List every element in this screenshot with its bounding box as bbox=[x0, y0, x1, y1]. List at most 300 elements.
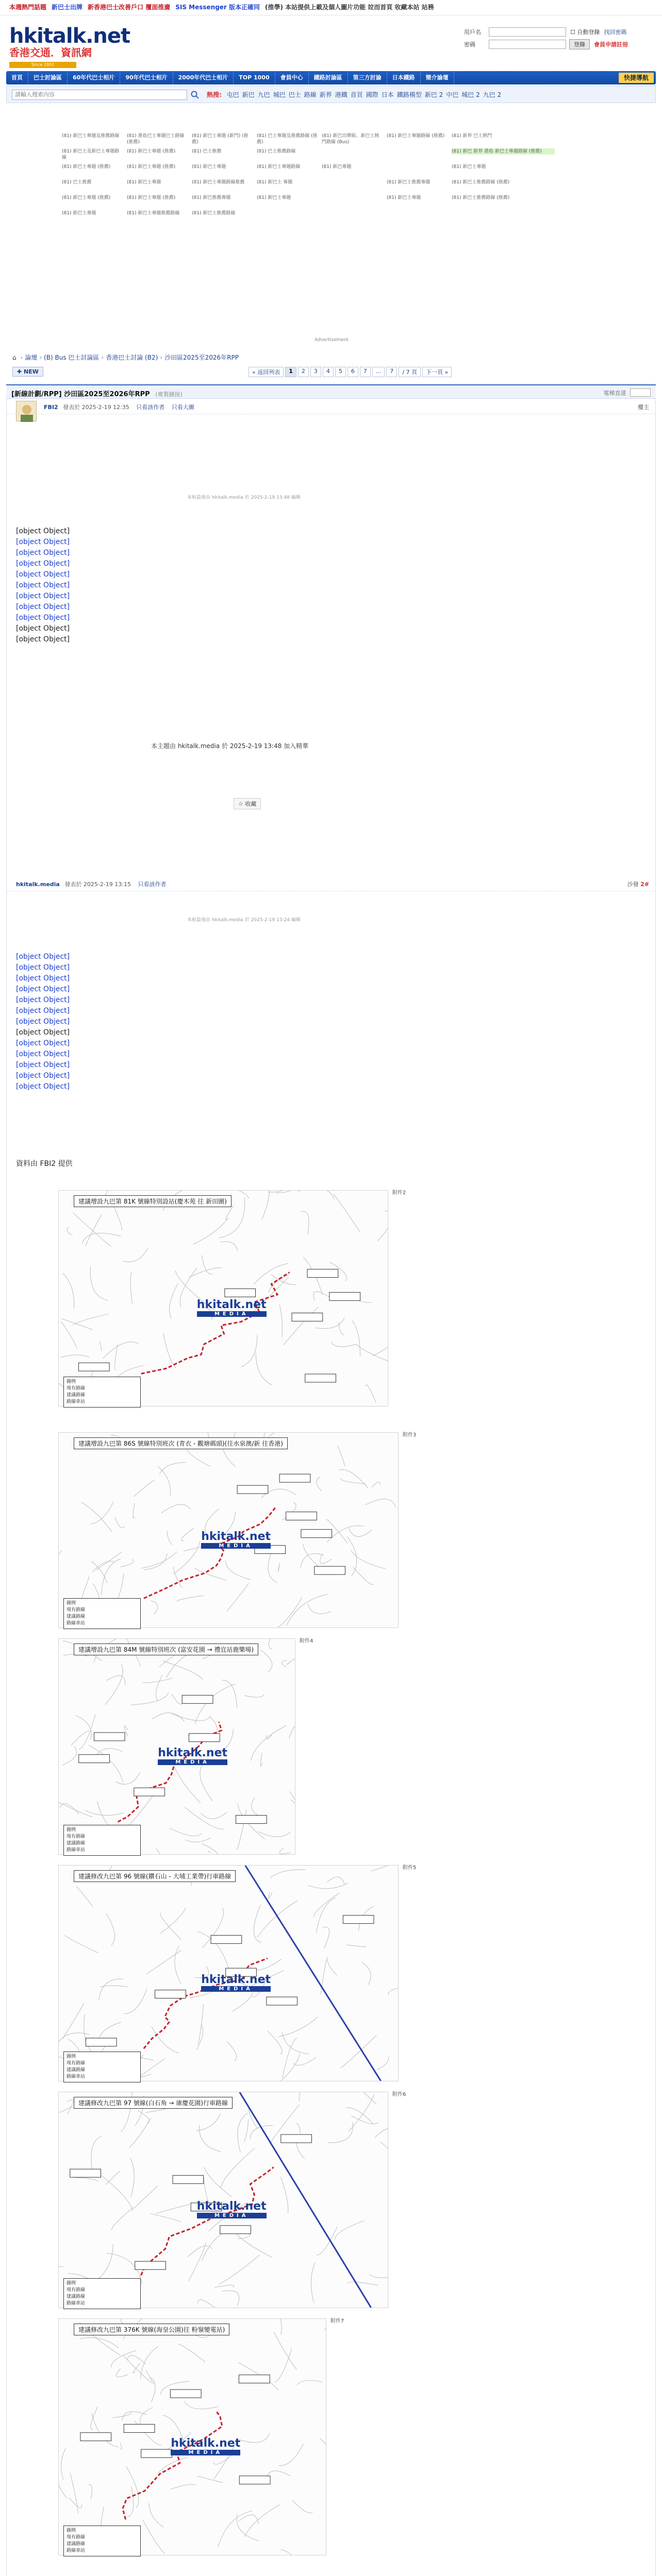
map-stop-label-box bbox=[80, 2433, 111, 2441]
breadcrumb-item[interactable]: (B) Bus 巴士討論區 bbox=[44, 354, 100, 361]
map-street bbox=[70, 2473, 78, 2513]
map-title: 建議增設九巴第 86S 號線特別班次 (青衣 - 觀塘碼頭)(往水泉澳/新 往香港) bbox=[74, 1437, 288, 1449]
login-button[interactable]: 登錄 bbox=[569, 39, 590, 49]
map-street bbox=[244, 2119, 248, 2142]
watermark-logo bbox=[201, 1973, 271, 1992]
post-text-line: [object Object] bbox=[16, 985, 70, 993]
map-street bbox=[219, 2255, 260, 2284]
map-street bbox=[100, 2174, 133, 2211]
map-street bbox=[130, 1272, 132, 1303]
map-street bbox=[261, 2319, 282, 2335]
map-street bbox=[270, 1870, 305, 1878]
map-street bbox=[177, 1596, 204, 1602]
avatar[interactable] bbox=[16, 401, 37, 421]
map-stop-label-box bbox=[315, 1566, 345, 1574]
map-stop-label-box bbox=[170, 2389, 201, 2398]
map-street bbox=[59, 2266, 63, 2282]
map-street bbox=[67, 2100, 73, 2114]
map-street bbox=[227, 2042, 237, 2061]
map-street bbox=[61, 1355, 89, 1358]
map-street bbox=[320, 2438, 326, 2477]
map-street bbox=[260, 1753, 262, 1767]
legend-item: 現有路線 bbox=[67, 1607, 86, 1613]
new-thread-button[interactable]: ✚ NEW bbox=[12, 367, 43, 377]
forum-link[interactable]: (81) 新巴士及新巴士專題路線 bbox=[62, 149, 120, 160]
map-street bbox=[268, 1892, 272, 1899]
post-text-line: [object Object] bbox=[16, 603, 70, 611]
watermark-sub: MEDIA bbox=[158, 1759, 227, 1765]
map-street bbox=[349, 1529, 372, 1537]
nav-tab[interactable]: 60年代巴士相片 bbox=[68, 71, 120, 84]
map-street bbox=[131, 1692, 169, 1705]
map-street bbox=[257, 1901, 297, 1937]
map-street bbox=[347, 1536, 356, 1576]
nav-tab[interactable]: 日本鐵路 bbox=[387, 71, 421, 84]
only-author-link[interactable]: 只看該作者 bbox=[136, 404, 165, 411]
forum-link[interactable]: (81) 新巴士專題 (推薦) bbox=[127, 195, 176, 200]
map-title: 建議增設九巴第 81K 號線特別設站(慶木苑 往 新田圍) bbox=[74, 1195, 231, 1207]
legend-item: 路線車站 bbox=[67, 1848, 86, 1853]
map-street bbox=[197, 2476, 223, 2483]
map-street bbox=[341, 2035, 377, 2068]
map-street bbox=[124, 1989, 147, 2013]
map-stop-label-box bbox=[225, 1289, 256, 1297]
top-link[interactable]: 新香港巴士改善戶口 覆面推廣 bbox=[88, 4, 171, 11]
map-street bbox=[173, 1541, 200, 1574]
post-text-line: [object Object] bbox=[16, 549, 70, 557]
map-street bbox=[106, 2171, 120, 2184]
map-street bbox=[259, 1832, 291, 1837]
hot-search-keyword[interactable]: 屯巴 bbox=[226, 91, 239, 98]
map-street bbox=[89, 1745, 123, 1782]
forum-link[interactable]: (81) 新巴士推薦路線 (推薦) bbox=[452, 195, 510, 200]
remember-checkbox[interactable]: ☐ 自動登錄 bbox=[570, 29, 600, 36]
forum-link[interactable]: (81) 新巴士專題 (推薦) bbox=[62, 164, 111, 170]
map-street bbox=[225, 1560, 251, 1580]
map-street bbox=[149, 2503, 164, 2527]
map-street bbox=[313, 1292, 330, 1300]
register-link[interactable]: 會員申請註冊 bbox=[594, 41, 628, 48]
post-text-line: [object Object] bbox=[16, 1039, 70, 1047]
map-street bbox=[157, 2458, 187, 2474]
post-1 bbox=[6, 399, 656, 888]
map-title: 建議修改九巴第 97 號線(白石角 → 康慶花園)行車路線 bbox=[74, 2097, 233, 2109]
search-input[interactable] bbox=[12, 90, 187, 100]
page-link[interactable]: 3 bbox=[310, 367, 321, 377]
post-text-line: [object Object] bbox=[16, 996, 70, 1004]
forum-link[interactable]: (81) 新巴士專題路線推薦 bbox=[192, 180, 245, 185]
page-link[interactable]: 7 bbox=[386, 367, 397, 377]
map-street bbox=[127, 2355, 146, 2364]
hot-search-keyword[interactable]: 鐵路模型 bbox=[396, 91, 422, 98]
map-street bbox=[143, 1678, 173, 1683]
map-street bbox=[173, 1763, 201, 1803]
breadcrumb-separator: › bbox=[101, 354, 104, 361]
post-floor[interactable] bbox=[638, 403, 649, 411]
jump-floor-input[interactable] bbox=[630, 388, 651, 397]
map-street bbox=[167, 1531, 172, 1545]
top-link[interactable]: (推學) 本站提供上載及個人圖片功能 竝而首頁 收藏本站 站務 bbox=[265, 4, 434, 11]
map-street bbox=[90, 1267, 108, 1300]
post-author[interactable]: FBI2 bbox=[44, 404, 58, 411]
map-street bbox=[105, 1665, 123, 1705]
map-street bbox=[320, 1554, 332, 1564]
page-link[interactable]: 1 bbox=[285, 367, 296, 377]
source-note: 資料由 FBI2 提供 bbox=[16, 1160, 73, 1168]
forum-link[interactable]: (81) 新巴 新界 港島 新巴士專題路線 (推薦) bbox=[452, 148, 555, 155]
map-street bbox=[130, 2158, 134, 2197]
map-street bbox=[256, 1353, 272, 1385]
map-title: 建議修改九巴第 96 號線(鑽石山 - 大埔工業帶)行車路線 bbox=[74, 1870, 236, 1882]
map-street bbox=[59, 1800, 92, 1817]
map-street bbox=[181, 1528, 193, 1540]
search-bar bbox=[6, 86, 656, 103]
map-street bbox=[89, 2484, 92, 2499]
login-panel bbox=[464, 26, 660, 62]
map-street bbox=[158, 1466, 171, 1496]
hot-search-keyword[interactable]: 巴士 bbox=[288, 91, 301, 98]
page-link[interactable]: ... bbox=[372, 367, 385, 377]
breadcrumb-item[interactable]: 香港巴士討論 (B2) bbox=[106, 354, 158, 361]
forum-link[interactable]: (81) 新巴士專題 (新門) (推薦) bbox=[192, 133, 249, 145]
map-street bbox=[278, 2444, 303, 2466]
map-street bbox=[62, 1318, 93, 1329]
map-stop-label-box bbox=[237, 1485, 268, 1494]
only-author-link[interactable]: 只看該作者 bbox=[138, 881, 167, 888]
map-street bbox=[268, 1551, 277, 1583]
map-street bbox=[281, 2549, 296, 2555]
forum-link[interactable]: (81) 新巴士推薦專題 bbox=[387, 180, 431, 185]
map-street bbox=[278, 2017, 318, 2037]
map-stop-label-box bbox=[94, 1733, 125, 1741]
map-street bbox=[94, 2244, 113, 2282]
map-street bbox=[226, 1205, 234, 1219]
hot-search-keyword[interactable]: 路線 bbox=[304, 91, 317, 98]
forum-link[interactable]: (81) 新界 巴士熱門 bbox=[452, 133, 492, 139]
map-street bbox=[339, 1469, 368, 1488]
breadcrumb-separator: › bbox=[39, 354, 42, 361]
map-street bbox=[362, 1962, 371, 1985]
map-street bbox=[214, 2285, 234, 2287]
jump-floor-label: 電梯直達 bbox=[603, 389, 626, 397]
next-page-link[interactable]: 下一頁 » bbox=[422, 367, 452, 377]
post-author[interactable]: hkitalk.media bbox=[16, 881, 60, 888]
watermark-text: hkitalk.net bbox=[158, 1747, 228, 1759]
post-text-line: [object Object] bbox=[16, 1072, 70, 1080]
page-link[interactable]: 6 bbox=[347, 367, 358, 377]
map-street bbox=[317, 1477, 322, 1492]
forum-link[interactable]: (81) 新巴專題 bbox=[322, 164, 352, 170]
breadcrumb-item[interactable]: 沙田區2025至2026年RPP bbox=[164, 354, 239, 361]
map-street bbox=[123, 1248, 148, 1262]
nav-tab[interactable]: 首頁 bbox=[6, 71, 28, 84]
map-street bbox=[156, 1849, 190, 1854]
forum-link[interactable]: (81) 新巴士專題 bbox=[127, 180, 161, 185]
map-street bbox=[61, 1321, 77, 1348]
map-street bbox=[244, 1694, 264, 1697]
map-street bbox=[172, 1714, 210, 1721]
map-street bbox=[267, 1734, 272, 1739]
nav-tab[interactable]: TOP 1000 bbox=[234, 71, 275, 84]
map-street bbox=[150, 2214, 181, 2222]
hot-search-keyword[interactable]: 首頁 bbox=[350, 91, 363, 98]
map-street bbox=[327, 1877, 344, 1885]
map-stop-label-box bbox=[173, 2175, 204, 2183]
legend-item: 建議路線 bbox=[67, 1614, 86, 1619]
map-street bbox=[76, 1887, 93, 1907]
hot-search-keyword[interactable]: 城巴 2 bbox=[461, 91, 480, 98]
post-text-line: [object Object] bbox=[16, 963, 70, 972]
map-street bbox=[59, 2021, 63, 2058]
forum-link[interactable]: (81) 新巴士專題 (推薦) bbox=[127, 164, 176, 170]
map-street bbox=[267, 2030, 282, 2054]
forum-link[interactable]: (81) 新巴士推薦路線 (推薦) bbox=[452, 180, 510, 185]
forum-link[interactable]: (81) 新巴推薦專題 bbox=[192, 195, 231, 200]
map-street bbox=[279, 1848, 291, 1854]
map-street bbox=[274, 2332, 297, 2369]
map-street bbox=[377, 1210, 388, 1241]
forum-link[interactable]: (81) 新巴士專題 bbox=[387, 195, 421, 200]
map-street bbox=[142, 1552, 177, 1568]
forum-link[interactable]: (81) 新巴士專題 bbox=[257, 195, 291, 200]
hot-search-keyword[interactable]: 九巴 bbox=[257, 91, 270, 98]
legend-item: 現有路線 bbox=[67, 1386, 86, 1391]
forum-link[interactable]: (81) 新巴出牌組、新巴士熱門路線 (Bus) bbox=[322, 133, 379, 145]
map-street bbox=[279, 1304, 282, 1337]
map-street bbox=[371, 1866, 398, 1871]
map-street bbox=[195, 1684, 235, 1724]
nav-tab[interactable]: 會員中心 bbox=[275, 71, 309, 84]
map-street bbox=[238, 2113, 248, 2152]
forum-link[interactable]: (81) 新巴士推薦路線 bbox=[192, 211, 236, 216]
username-input[interactable] bbox=[489, 27, 566, 37]
hot-search-keyword[interactable]: 新巴 2 bbox=[424, 91, 443, 98]
map-street bbox=[254, 1263, 288, 1284]
map-street bbox=[194, 1568, 226, 1580]
legend-item: 現有路線 bbox=[67, 2287, 86, 2293]
map-street bbox=[347, 2282, 378, 2285]
legend-item: 現有路線 bbox=[67, 1834, 86, 1839]
copy-link-button[interactable]: (複製鏈接) bbox=[155, 391, 183, 398]
top-link[interactable]: SIS Messenger 版本正確同 bbox=[175, 4, 260, 11]
post-floor[interactable] bbox=[627, 880, 649, 888]
map-street bbox=[106, 1913, 115, 1945]
map-street bbox=[100, 1341, 102, 1351]
page-total: / 7 頁 bbox=[399, 367, 421, 377]
hot-search bbox=[207, 86, 504, 104]
map-stop-label-box bbox=[279, 1474, 310, 1482]
forum-link[interactable]: (81) 新巴士專題路線 bbox=[257, 164, 301, 170]
page-link[interactable]: 5 bbox=[335, 367, 346, 377]
search-icon[interactable] bbox=[190, 90, 200, 99]
map-street bbox=[222, 2291, 239, 2306]
map-street bbox=[280, 2177, 288, 2213]
map-street bbox=[69, 2498, 81, 2508]
map-street bbox=[80, 2338, 119, 2348]
map-stop-label-box bbox=[329, 1292, 360, 1300]
forum-link[interactable]: (81) 巴士推薦 bbox=[192, 149, 222, 154]
forgot-password-link[interactable]: 找回密碼 bbox=[604, 29, 627, 36]
main-nav bbox=[6, 71, 656, 84]
legend-item: 路線車站 bbox=[67, 2548, 86, 2553]
legend-item: 建議路線 bbox=[67, 1841, 86, 1846]
forum-link[interactable]: (81) 新巴士專題 bbox=[192, 164, 226, 170]
watermark-sub: MEDIA bbox=[171, 2450, 240, 2455]
home-icon[interactable]: ⌂ bbox=[12, 354, 16, 361]
map-street bbox=[73, 1314, 109, 1325]
map-street bbox=[59, 2107, 71, 2118]
top-link[interactable]: 本週熱門話題 bbox=[9, 4, 47, 11]
map-street bbox=[91, 2406, 98, 2430]
nav-tab[interactable]: 簡介論壇 bbox=[421, 71, 454, 84]
map-street bbox=[198, 2004, 204, 2045]
hot-search-keyword[interactable]: 新巴 bbox=[242, 91, 255, 98]
watermark-sub: MEDIA bbox=[201, 1986, 271, 1992]
map-street bbox=[237, 2514, 259, 2541]
post-text-line: [object Object] bbox=[16, 527, 70, 535]
hot-search-keyword[interactable]: 日本 bbox=[381, 91, 394, 98]
breadcrumb-separator: › bbox=[160, 354, 163, 361]
map-stop-label-box bbox=[211, 1935, 242, 1943]
new-thread-label: NEW bbox=[24, 368, 39, 375]
map-stop-label-box bbox=[286, 1512, 317, 1520]
map-stop-label-box bbox=[134, 1788, 165, 1796]
map-street bbox=[170, 1283, 178, 1318]
map-street bbox=[317, 2227, 337, 2256]
map-street bbox=[308, 1604, 332, 1614]
map-street bbox=[346, 1945, 366, 1947]
map-street bbox=[199, 2125, 221, 2151]
map-street bbox=[112, 2412, 131, 2418]
forum-link[interactable]: (81) 新巴士專題 bbox=[452, 164, 486, 170]
post-time: 發表於 2025-2-19 13:15 bbox=[64, 881, 131, 888]
forum-link[interactable]: (81) 巴士專題及推薦路線 (推薦) bbox=[257, 133, 318, 145]
proposed-route-line bbox=[141, 2167, 274, 2276]
password-input[interactable] bbox=[489, 40, 566, 49]
map-street bbox=[127, 2486, 134, 2517]
hot-search-label: 熱搜: bbox=[207, 91, 222, 98]
legend-item: 路線車站 bbox=[67, 2301, 86, 2306]
map-street bbox=[76, 1716, 91, 1740]
map-figure-label: 附件5 bbox=[403, 1865, 417, 1871]
forum-link[interactable]: (81) 新巴士專題 bbox=[62, 211, 96, 216]
map-street bbox=[293, 2500, 313, 2513]
map-street bbox=[341, 1478, 366, 1484]
map-street bbox=[133, 1503, 135, 1518]
page-link[interactable]: 2 bbox=[298, 367, 309, 377]
map-street bbox=[153, 1713, 185, 1722]
map-street bbox=[366, 1499, 396, 1507]
page-link[interactable]: 4 bbox=[323, 367, 334, 377]
map-street bbox=[193, 1218, 228, 1244]
favorite-button[interactable]: ☆ 收藏 bbox=[234, 798, 261, 809]
watermark-logo bbox=[158, 1747, 227, 1765]
map-legend bbox=[63, 1825, 141, 1856]
map-street bbox=[261, 1650, 272, 1672]
map-stop-label-box bbox=[189, 1734, 220, 1742]
site-logo[interactable] bbox=[9, 24, 130, 67]
hot-search-keyword[interactable]: 九巴 2 bbox=[483, 91, 502, 98]
map-stop-label-box bbox=[141, 2449, 172, 2458]
breadcrumb-item[interactable]: 論壇 bbox=[25, 354, 38, 361]
map-street bbox=[335, 2221, 365, 2240]
map-street bbox=[299, 2092, 302, 2100]
nav-tab[interactable]: 2000年代巴士相片 bbox=[173, 71, 234, 84]
top-link[interactable]: 新巴士出牌 bbox=[52, 4, 83, 11]
only-big-image-link[interactable]: 只看大圖 bbox=[171, 404, 194, 411]
back-to-list-link[interactable]: « 返回列表 bbox=[249, 367, 284, 377]
hot-search-keyword[interactable]: 新界 bbox=[319, 91, 332, 98]
legend-item: 路線車站 bbox=[67, 1621, 86, 1626]
forum-link[interactable]: (81) 新巴士專題推薦路線 bbox=[127, 211, 180, 216]
post-text-line: [object Object] bbox=[16, 581, 70, 589]
breadcrumb-separator: › bbox=[20, 354, 23, 361]
hot-search-keyword[interactable]: 城巴 bbox=[273, 91, 286, 98]
map-street bbox=[372, 1482, 380, 1487]
map-street bbox=[120, 2443, 121, 2449]
hot-search-keyword[interactable]: 國際 bbox=[366, 91, 378, 98]
map-street bbox=[239, 2515, 259, 2524]
forum-link[interactable]: (81) 港島巴士專題巴士路線 (推薦) bbox=[127, 133, 185, 145]
map-figure-label: 附件7 bbox=[330, 2318, 344, 2324]
nav-tab[interactable]: 第三方討論 bbox=[348, 71, 387, 84]
forum-link[interactable]: (81) 新巴士 專題 bbox=[257, 180, 293, 185]
map-street bbox=[346, 2108, 373, 2124]
map-stop-label-box bbox=[305, 1374, 336, 1382]
map-street bbox=[144, 1553, 167, 1570]
map-stop-label-box bbox=[79, 1755, 110, 1763]
map-street bbox=[311, 2263, 315, 2303]
map-street bbox=[327, 1526, 364, 1542]
hot-search-keyword[interactable]: 中巴 bbox=[446, 91, 459, 98]
forum-link[interactable]: (81) 新巴士專題 (推薦) bbox=[62, 195, 111, 200]
map-street bbox=[152, 2026, 179, 2053]
nav-tab[interactable]: 巴士討論區 bbox=[28, 71, 68, 84]
forum-link[interactable]: (81) 新巴士專題 (推薦) bbox=[127, 149, 176, 154]
map-street bbox=[208, 1852, 210, 1853]
map-street bbox=[369, 2274, 388, 2278]
map-street bbox=[113, 1206, 122, 1230]
map-stop-label-box bbox=[281, 2134, 312, 2143]
forum-link[interactable]: (81) 新巴士專題路線 (推薦) bbox=[387, 133, 445, 139]
page-link[interactable]: 7 bbox=[360, 367, 371, 377]
map-title: 建議增設九巴第 84M 號線特別班次 (富安花園 → 禮宜站鹿樂場) bbox=[74, 1643, 258, 1655]
map-street bbox=[85, 1810, 124, 1816]
map-street bbox=[60, 1804, 79, 1815]
hot-search-keyword[interactable]: 港鐵 bbox=[335, 91, 347, 98]
map-street bbox=[115, 1517, 124, 1528]
quick-nav-button[interactable]: 快捷導航 bbox=[619, 73, 654, 83]
map-street bbox=[62, 1746, 76, 1765]
map-street bbox=[178, 2344, 205, 2362]
favorite-label: 收藏 bbox=[245, 801, 257, 807]
map-street bbox=[86, 1215, 102, 1246]
nav-tab[interactable]: 90年代巴士相片 bbox=[120, 71, 173, 84]
map-street bbox=[337, 1446, 345, 1466]
legend-title: 圖例 bbox=[67, 2054, 76, 2059]
map-street bbox=[91, 2413, 118, 2447]
pager-bar bbox=[6, 364, 656, 381]
forum-link[interactable]: (81) 巴士推薦 bbox=[62, 180, 92, 185]
legend-title: 圖例 bbox=[67, 2528, 76, 2533]
map-street bbox=[227, 1583, 249, 1611]
forum-link[interactable]: (81) 巴士推薦路線 bbox=[257, 149, 296, 154]
map-street bbox=[59, 1551, 62, 1583]
top-link-bar bbox=[0, 0, 662, 15]
map-street bbox=[103, 1342, 139, 1359]
forum-link[interactable]: (81) 新巴士專題及推薦路線 bbox=[62, 133, 120, 139]
nav-tab[interactable]: 鐵路討論區 bbox=[309, 71, 348, 84]
